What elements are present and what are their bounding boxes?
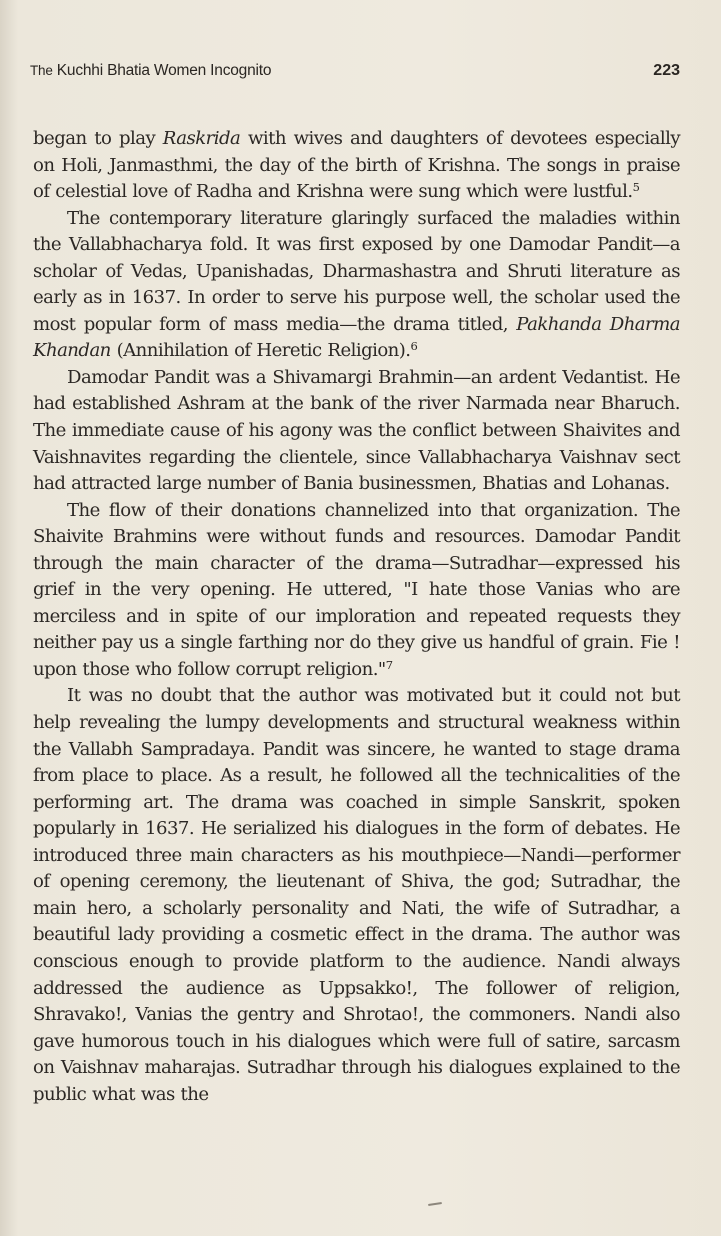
running-head	[30, 62, 271, 80]
raskrida-term: Raskrida	[162, 128, 241, 149]
paragraph-3: Damodar Pandit was a Shivamargi Brahmin—an ardent Vedantist. He had established Ashram at the bank of the river Narmada near Bharuch. The immediate cause of his agony was the conflict between Shaivites and Vaishnavites regarding the clientele, since Vallabhacharya Vaishnav sect had attracted large number of Bania businessmen, Bhatias and Lohanas.	[33, 366, 680, 495]
paragraph-1-text-a: began to play	[33, 128, 163, 149]
paragraph-2-text-a: The contemporary literature glaringly surfaced the maladies within the Vallabhacharya fold. It was first exposed by one Damodar Pandit—a scholar of Vedas, Upanishadas, Dharmashastra and Shruti literature as early as in 1637. In order to serve his purpose well, the scholar used the most popular form of mass media—the drama titled,	[33, 207, 680, 335]
paragraph-1	[33, 126, 680, 206]
scan-mark	[428, 1202, 442, 1206]
paragraph-4-text: The flow of their donations channelized into that organization. The Shaivite Brahmins were without funds and resources. Damodar Pandit through the main character of the drama—Sutradhar—expressed his grief in the very opening. He uttered, "I hate those Vanias who are merciless and in spite of our imploration and repeated requests they neither pay us a single farthing nor do they give us handful of grain. Fie ! upon those who follow corrupt religion."	[33, 499, 680, 680]
paragraph-4	[33, 498, 680, 684]
page-header	[30, 62, 680, 86]
footnote-marker-7: 7	[385, 657, 393, 672]
footnote-marker-6: 6	[410, 339, 418, 354]
paragraph-1-text-c: with wives and daughters of devotees especially on Holi, Janmasthmi, the day of the birth of Krishna. The songs in praise of celestial love of Radha and Krishna were sung which were lustful.	[33, 128, 680, 203]
page-number: 223	[653, 62, 680, 79]
paragraph-2	[33, 206, 680, 365]
drama-title: Pakhanda Dharma Khandan	[33, 313, 680, 362]
paragraph-5: It was no doubt that the author was motivated but it could not but help revealing the lumpy developments and structural weakness within the Vallabh Sampradaya. Pandit was sincere, he wanted to stage drama from place to place. As a result, he followed all the technicalities of the performing art. The drama was coached in simple Sanskrit, spoken popularly in 1637. He serialized his dialogues in the form of debates. He introduced three main characters as his mouthpiece—Nandi—performer of opening ceremony, the lieutenant of Shiva, the god; Sutradhar, the main hero, a scholarly personality and Nati, the wife of Sutradhar, a beautiful lady providing a cosmetic effect in the drama. The author was conscious enough to provide platform to the audience. Nandi always addressed the audience as Uppsakko!, The follower of religion, Shravako!, Vanias the gentry and Shrotao!, the commoners. Nandi also gave humorous touch in his dialogues which were full of satire, sarcasm on Vaishnav maharajas. Sutradhar through his dialogues explained to the public what was the	[33, 685, 680, 1105]
paragraph-2-text-c: (Annihilation of Heretic Religion).	[110, 340, 411, 362]
running-head-title: Kuchhi Bhatia Women Incognito	[56, 62, 272, 79]
body-text	[33, 126, 680, 1108]
footnote-marker-5: 5	[632, 180, 640, 195]
running-head-lead: The	[30, 63, 53, 78]
